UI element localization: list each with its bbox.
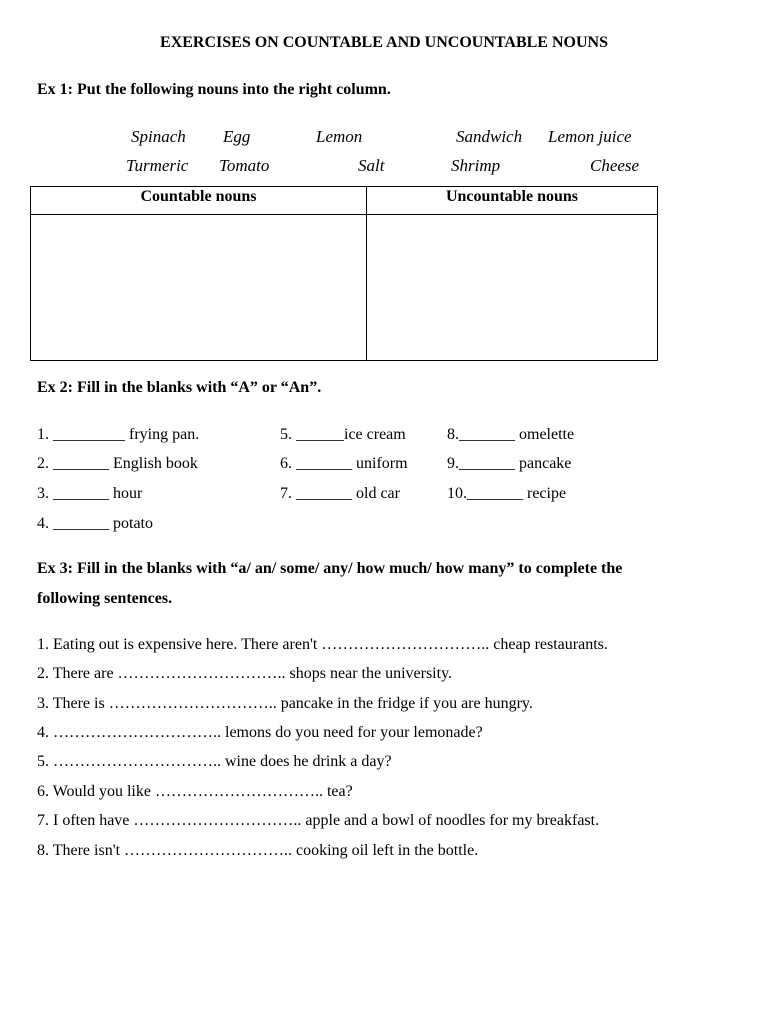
ex2-heading: Ex 2: Fill in the blanks with “A” or “An”. — [37, 379, 322, 396]
ex3-sentence-8: 8. There isn't ………………………….. cooking oil left in the bottle. — [37, 842, 479, 859]
ex2-item-9: 9._______ pancake — [447, 455, 572, 472]
ex2-item-6: 6. _______ uniform — [280, 455, 408, 472]
ex2-item-8: 8._______ omelette — [447, 426, 575, 443]
noun-egg: Egg — [223, 127, 251, 146]
page-title: EXERCISES ON COUNTABLE AND UNCOUNTABLE NOUNS — [160, 34, 608, 51]
table-column-divider — [366, 187, 367, 360]
noun-shrimp: Shrimp — [451, 156, 501, 175]
noun-lemon-juice: Lemon juice — [548, 127, 632, 146]
table-header-divider — [31, 214, 657, 215]
noun-sort-table — [30, 186, 658, 361]
table-header-uncountable: Uncountable nouns — [445, 188, 579, 205]
ex3-sentence-1: 1. Eating out is expensive here. There aren't ………………………….. cheap restaurants. — [37, 636, 608, 653]
noun-cheese: Cheese — [590, 156, 640, 175]
table-header-countable: Countable nouns — [140, 188, 257, 205]
ex2-item-7: 7. _______ old car — [280, 485, 400, 502]
ex2-item-2: 2. _______ English book — [37, 455, 198, 472]
ex2-item-3: 3. _______ hour — [37, 485, 143, 502]
ex3-sentence-3: 3. There is ………………………….. pancake in the fridge if you are hungry. — [37, 695, 533, 712]
ex3-heading-line-1: Ex 3: Fill in the blanks with “a/ an/ some/ any/ how much/ how many” to complete the — [37, 560, 623, 577]
ex1-heading: Ex 1: Put the following nouns into the right column. — [37, 81, 391, 98]
ex2-item-4: 4. _______ potato — [37, 515, 153, 532]
ex2-item-1: 1. _________ frying pan. — [37, 426, 200, 443]
ex3-sentence-5: 5. ………………………….. wine does he drink a day? — [37, 753, 392, 770]
noun-turmeric: Turmeric — [126, 156, 189, 175]
ex2-item-10: 10._______ recipe — [447, 485, 567, 502]
noun-sandwich: Sandwich — [456, 127, 523, 146]
noun-lemon: Lemon — [316, 127, 363, 146]
noun-tomato: Tomato — [219, 156, 270, 175]
ex3-sentence-7: 7. I often have ………………………….. apple and a bowl of noodles for my breakfast. — [37, 812, 600, 829]
ex2-item-5: 5. ______ice cream — [280, 426, 406, 443]
noun-salt: Salt — [358, 156, 385, 175]
noun-spinach: Spinach — [131, 127, 186, 146]
ex3-sentence-4: 4. ………………………….. lemons do you need for your lemonade? — [37, 724, 483, 741]
ex3-heading-line-2: following sentences. — [37, 590, 173, 607]
ex3-sentence-2: 2. There are ………………………….. shops near the university. — [37, 665, 453, 682]
ex3-sentence-6: 6. Would you like ………………………….. tea? — [37, 783, 353, 800]
